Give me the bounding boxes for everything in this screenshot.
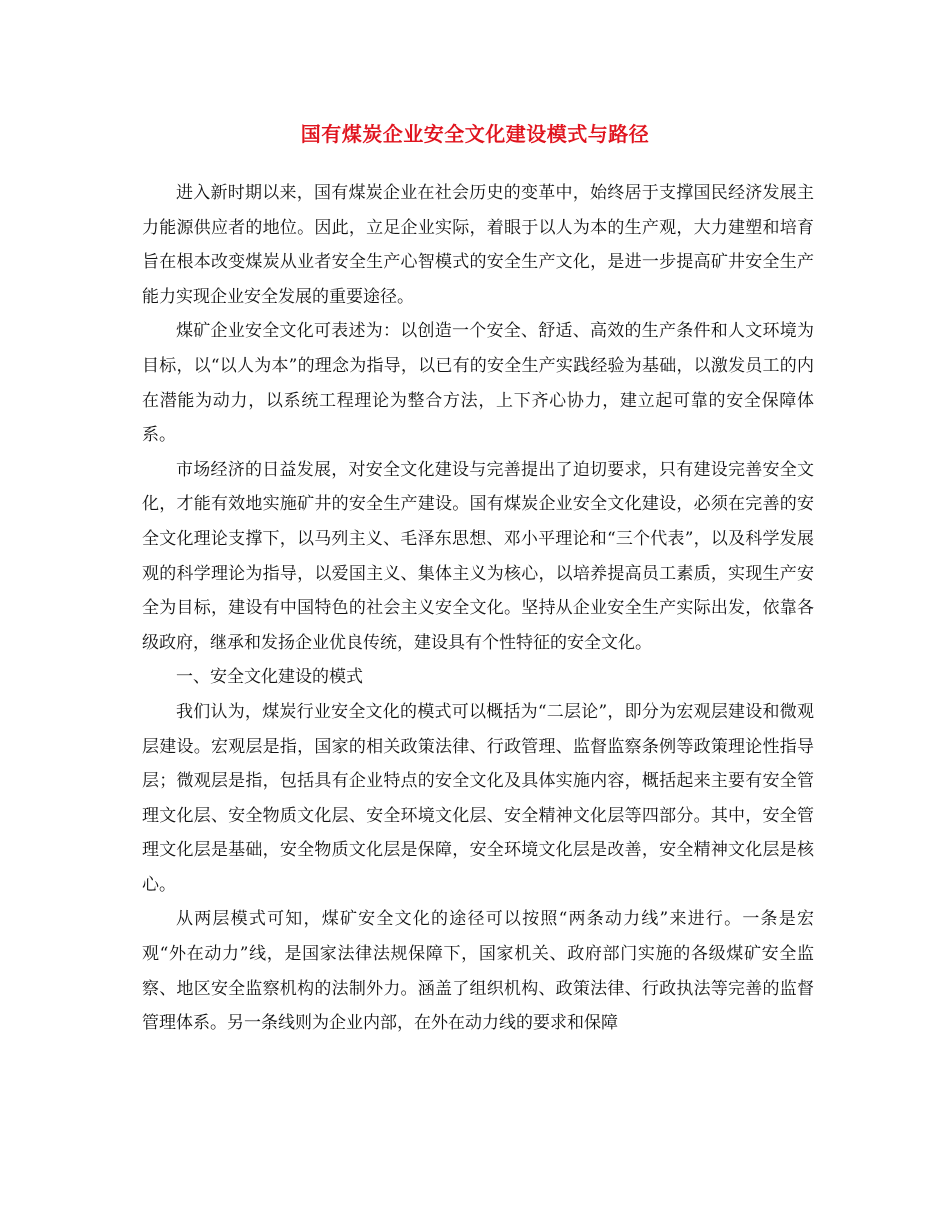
document-body <box>142 176 814 1041</box>
paragraph-two-driving-lines: 从两层模式可知，煤矿安全文化的途径可以按照“两条动力线”来进行。一条是宏观“外在动力”线，是国家法律法规保障下，国家机关、政府部门实施的各级煤矿安全监察、地区安全监察机构的法制外力。涵盖了组织机构、政策法律、行政执法等完善的监督管理体系。另一条线则为企业内部，在外在动力线的要求和保障 <box>142 909 814 1034</box>
document-title: 国有煤炭企业安全文化建设模式与路径 <box>300 122 650 146</box>
paragraph-definition: 煤矿企业安全文化可表述为：以创造一个安全、舒适、高效的生产条件和人文环境为目标，以“以人为本”的理念为指导，以已有的安全生产实践经验为基础，以激发员工的内在潜能为动力，以系统工程理论为整合方法，上下齐心协力，建立起可靠的安全保障体系。 <box>142 321 814 446</box>
paragraph-two-layer-model: 我们认为，煤炭行业安全文化的模式可以概括为“二层论”，即分为宏观层建设和微观层建设。宏观层是指，国家的相关政策法律、行政管理、监督监察条例等政策理论性指导层；微观层是指，包括具有企业特点的安全文化及具体实施内容，概括起来主要有安全管理文化层、安全物质文化层、安全环境文化层、安全精神文化层等四部分。其中，安全管理文化层是基础，安全物质文化层是保障，安全环境文化层是改善，安全精神文化层是核心。 <box>142 701 814 895</box>
section-heading: 一、安全文化建设的模式 <box>176 667 363 688</box>
paragraph-market-economy: 市场经济的日益发展，对安全文化建设与完善提出了迫切要求，只有建设完善安全文化，才能有效地实施矿井的安全生产建设。国有煤炭企业安全文化建设，必须在完善的安全文化理论支撑下，以马列主义、毛泽东思想、邓小平理论和“三个代表”，以及科学发展观的科学理论为指导，以爱国主义、集体主义为核心，以培养提高员工素质，实现生产安全为目标，建设有中国特色的社会主义安全文化。坚持从企业安全生产实际出发，依靠各级政府，继承和发扬企业优良传统，建设具有个性特征的安全文化。 <box>142 459 814 653</box>
paragraph-intro: 进入新时期以来，国有煤炭企业在社会历史的变革中，始终居于支撑国民经济发展主力能源供应者的地位。因此，立足企业实际，着眼于以人为本的生产观，大力建塑和培育旨在根本改变煤炭从业者安全生产心智模式的安全生产文化，是进一步提高矿井安全生产能力实现企业安全发展的重要途径。 <box>142 183 814 307</box>
